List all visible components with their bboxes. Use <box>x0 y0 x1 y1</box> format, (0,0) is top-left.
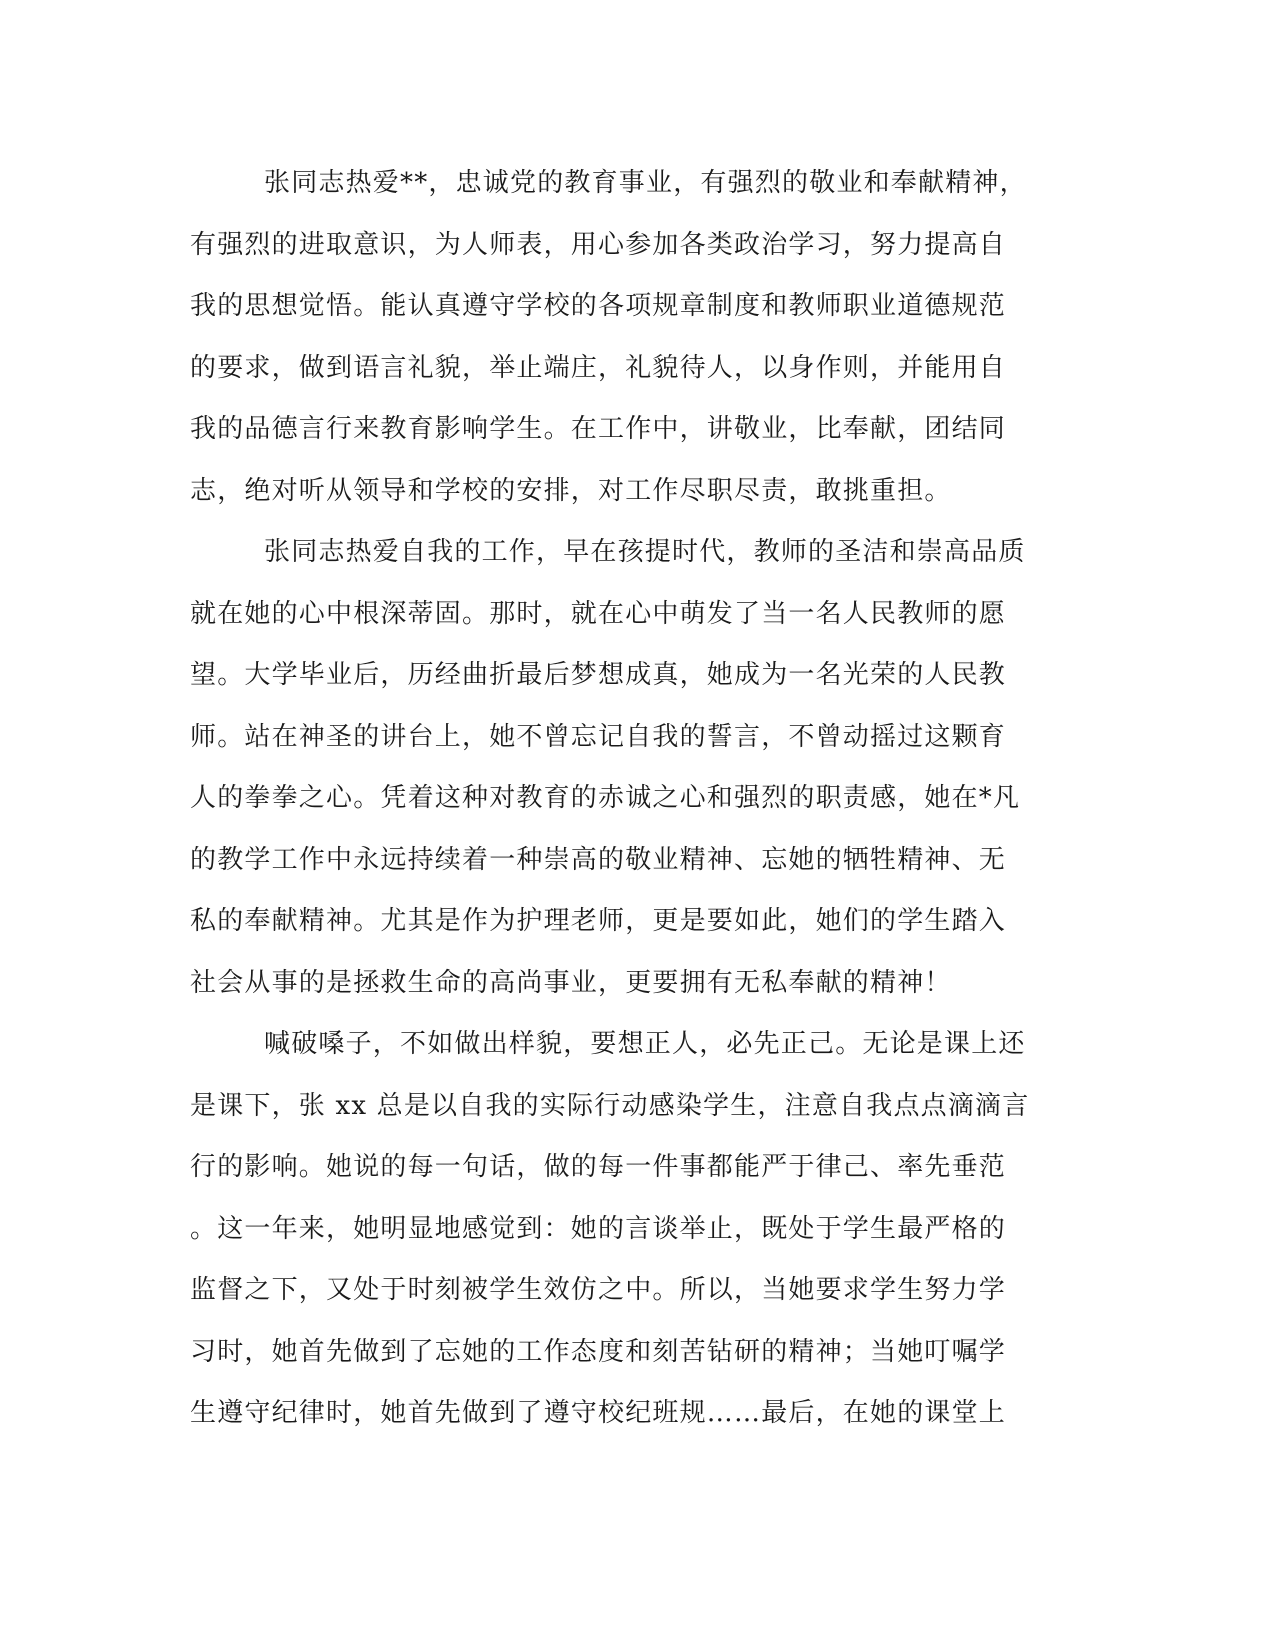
document-body <box>190 163 1090 1455</box>
text-line: 的教学工作中永远持续着一种崇高的敬业精神、忘她的牺牲精神、无 <box>190 844 1007 875</box>
text-line: 张同志热爱**，忠诚党的教育事业，有强烈的敬业和奉献精神， <box>264 168 1027 198</box>
paragraph-2 <box>190 532 1090 1024</box>
text-line: 师。站在神圣的讲台上，她不曾忘记自我的誓言，不曾动摇过这颗育 <box>190 721 1007 752</box>
text-line: 。这一年来，她明显地感觉到：她的言谈举止，既处于学生最严格的 <box>190 1213 1007 1244</box>
text-line: 的要求，做到语言礼貌，举止端庄，礼貌待人，以身作则，并能用自 <box>190 352 1007 383</box>
text-line: 志，绝对听从领导和学校的安排，对工作尽职尽责，敢挑重担。 <box>190 475 952 506</box>
paragraph-3 <box>190 1024 1090 1455</box>
text-line: 行的影响。她说的每一句话，做的每一件事都能严于律己、率先垂范 <box>190 1152 1007 1182</box>
paragraph-1 <box>190 163 1090 532</box>
text-line: 监督之下，又处于时刻被学生效仿之中。所以，当她要求学生努力学 <box>190 1275 1007 1305</box>
text-line: 习时，她首先做到了忘她的工作态度和刻苦钻研的精神；当她叮嘱学 <box>190 1336 1007 1367</box>
text-line: 人的拳拳之心。凭着这种对教育的赤诚之心和强烈的职责感，她在*凡 <box>190 783 1021 813</box>
text-line: 有强烈的进取意识，为人师表，用心参加各类政治学习，努力提高自 <box>190 229 1007 260</box>
text-line: 喊破嗓子，不如做出样貌，要想正人，必先正己。无论是课上还 <box>264 1029 1026 1059</box>
text-line: 张同志热爱自我的工作，早在孩提时代，教师的圣洁和崇高品质 <box>264 537 1026 567</box>
text-line: 是课下，张 xx 总是以自我的实际行动感染学生，注意自我点点滴滴言 <box>190 1090 1030 1121</box>
text-line: 私的奉献精神。尤其是作为护理老师，更是要如此，她们的学生踏入 <box>190 906 1007 936</box>
text-line: 就在她的心中根深蒂固。那时，就在心中萌发了当一名人民教师的愿 <box>190 598 1007 629</box>
text-line: 我的品德言行来教育影响学生。在工作中，讲敬业，比奉献，团结同 <box>190 414 1007 444</box>
text-line: 生遵守纪律时，她首先做到了遵守校纪班规……最后，在她的课堂上 <box>190 1398 1007 1428</box>
text-line: 社会从事的是拯救生命的高尚事业，更要拥有无私奉献的精神！ <box>190 967 952 998</box>
text-line: 我的思想觉悟。能认真遵守学校的各项规章制度和教师职业道德规范 <box>190 291 1007 321</box>
text-line: 望。大学毕业后，历经曲折最后梦想成真，她成为一名光荣的人民教 <box>190 660 1007 690</box>
